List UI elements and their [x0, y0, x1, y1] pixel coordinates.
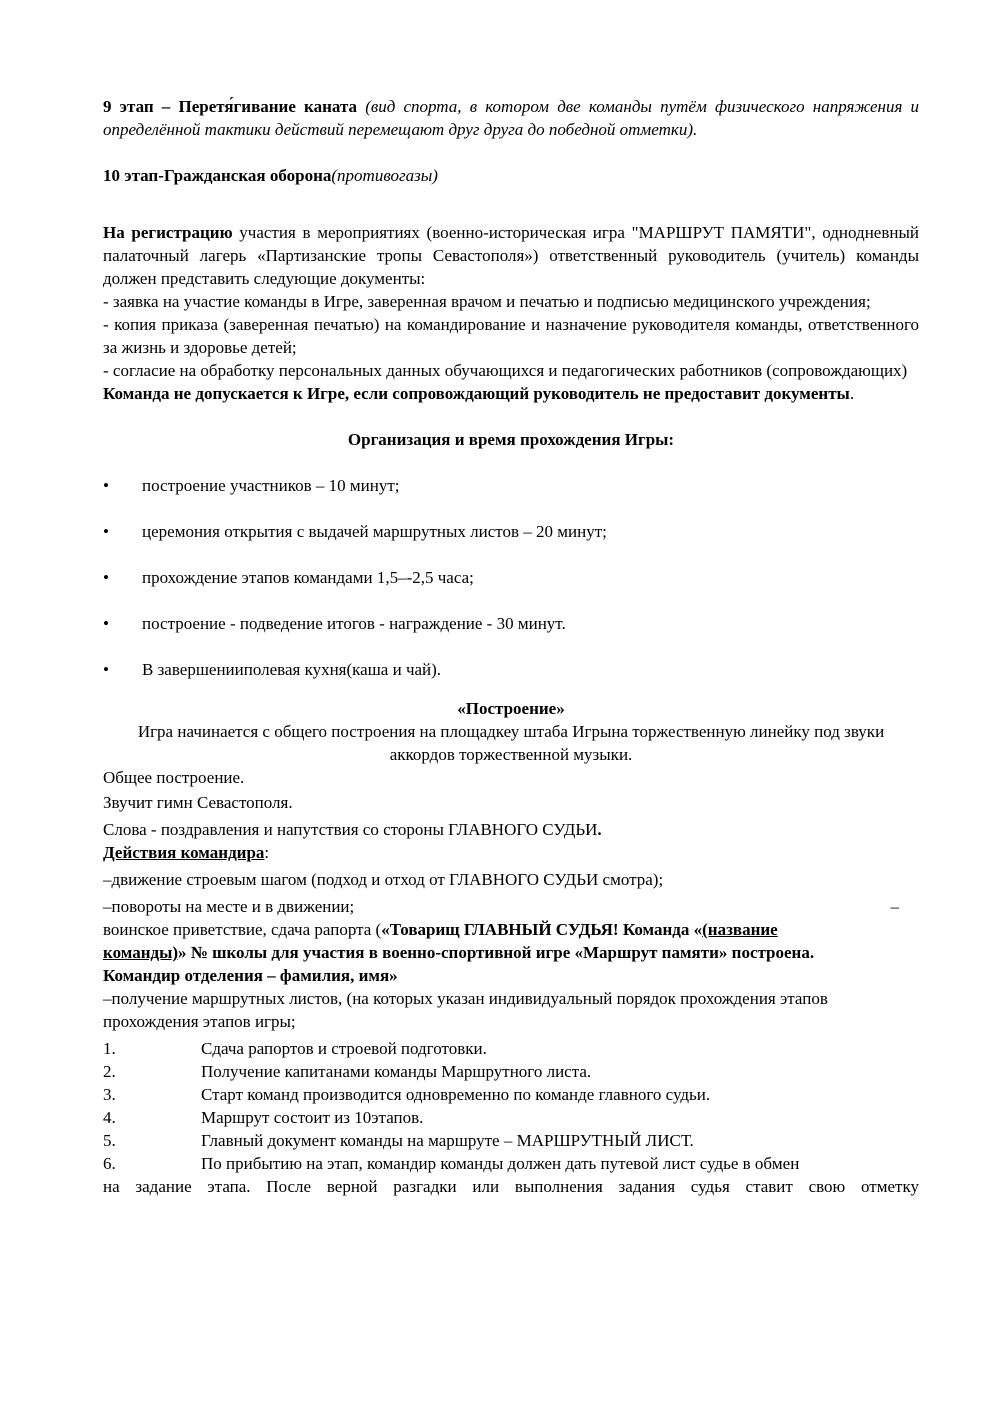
stage9-description: (вид спорта, в котором две команды путём физического напряжения и определённой тактики действий перемещают друг друга до победной отметки). [103, 97, 920, 139]
stage9-paragraph [103, 95, 919, 141]
step-text: Получение капитанами команды Маршрутного листа. [201, 1062, 592, 1081]
step-item [103, 1152, 919, 1175]
step-item [103, 1037, 919, 1060]
step-6-continuation: на задание этапа. После верной разгадки или выполнения задания судья ставит свою отметку [103, 1177, 919, 1196]
registration-lead: На регистрацию [103, 223, 233, 242]
commander-action-3-team-name: (название команды) [103, 920, 778, 962]
commander-action-3-bold-1: «Товарищ ГЛАВНЫЙ СУДЬЯ! Команда « [381, 920, 703, 939]
commander-action-3 [103, 918, 843, 987]
organization-item-text: В завершенииполевая кухня(каша и чай). [142, 660, 442, 679]
organization-item-text: церемония открытия с выдачей маршрутных листов – 20 минут; [142, 522, 607, 541]
commander-action-3-text: воинское приветствие, сдача рапорта ( [103, 920, 382, 939]
organization-item [103, 520, 919, 543]
stage10-label: 10 этап-Гражданская оборона [103, 166, 332, 185]
commander-action-2-text: –повороты на месте и в движении; [103, 897, 355, 916]
step-text: Старт команд производится одновременно по команде главного судьи. [201, 1085, 711, 1104]
step-item [103, 1083, 919, 1106]
step-text: По прибытию на этап, командир команды должен дать путевой лист судье в обмен [201, 1154, 800, 1173]
commander-action-1: –движение строевым шагом (подход и отход от ГЛАВНОГО СУДЬИ смотра); [103, 870, 664, 889]
step-number: 6. [103, 1154, 116, 1173]
bullet-icon: • [103, 660, 109, 679]
step-number: 5. [103, 1131, 116, 1150]
registration-warning-end: . [849, 384, 855, 403]
organization-heading-text: Организация и время прохождения Игры: [347, 430, 675, 449]
step-text: Маршрут состоит из 10этапов. [201, 1108, 424, 1127]
stage10-paragraph [103, 164, 919, 187]
organization-item-text: построение - подведение итогов - награждение - 30 минут. [142, 614, 566, 633]
step-number: 4. [103, 1108, 116, 1127]
commander-actions-colon: : [264, 843, 270, 862]
organization-item [103, 474, 919, 497]
commander-action-3-bold-2: » № школы для участия в военно-спортивной игре «Маршрут памяти» построена. Командир отделения – фамилия, имя» [103, 943, 815, 985]
bullet-icon: • [103, 568, 109, 587]
commander-actions-heading [103, 841, 919, 864]
formation-line-3-end: . [597, 820, 602, 839]
organization-heading [103, 428, 919, 451]
registration-item-1: - заявка на участие команды в Игре, заверенная врачом и печатью и подписью медицинского учреждения; [103, 292, 871, 311]
registration-warning [103, 382, 919, 405]
commander-actions-title: Действия командира [103, 843, 265, 862]
registration-paragraph [103, 221, 919, 290]
registration-item-3: - согласие на обработку персональных данных обучающихся и педагогических работников (сопровождающих) [103, 361, 908, 380]
formation-heading-text: «Построение» [457, 699, 565, 718]
step-item [103, 1060, 919, 1083]
stage9-dash: – [153, 97, 179, 116]
formation-intro: Игра начинается с общего построения на площадкеу штаба Игрына торжественную линейку под звуки аккордов торжественной музыки. [137, 722, 885, 764]
bullet-icon: • [103, 522, 109, 541]
organization-item [103, 566, 919, 589]
bullet-icon: • [103, 476, 109, 495]
commander-action-4: –получение маршрутных листов, (на которых указан индивидуальный порядок прохождения этапов прохождения этапов игры; [103, 989, 828, 1031]
registration-text: участия в мероприятиях (военно-историческая игра "МАРШРУТ ПАМЯТИ", однодневный палаточный лагерь «Партизанские тропы Севастополя») ответственный руководитель (учитель) команды должен представить следующие документы: [103, 223, 919, 288]
step-item [103, 1106, 919, 1129]
step-number: 2. [103, 1062, 116, 1081]
step-number: 1. [103, 1039, 116, 1058]
organization-item [103, 612, 919, 635]
organization-item-text: прохождение этапов командами 1,5–-2,5 часа; [142, 568, 474, 587]
organization-item [103, 658, 919, 681]
step-text: Главный документ команды на маршруте – МАРШРУТНЫЙ ЛИСТ. [201, 1131, 694, 1150]
formation-heading [103, 697, 919, 720]
stage9-label: 9 этап [103, 97, 154, 116]
stage9-title: Перетя́гивание каната [178, 97, 358, 116]
step-item [103, 1129, 919, 1152]
bullet-icon: • [103, 614, 109, 633]
commander-action-2-dash: – [890, 897, 899, 916]
registration-warning-text: Команда не допускается к Игре, если сопровождающий руководитель не предоставит документы [103, 384, 850, 403]
formation-line-3-text: Слова - поздравления и напутствия со стороны ГЛАВНОГО СУДЬИ [103, 820, 598, 839]
registration-item-2: - копия приказа (заверенная печатью) на командирование и назначение руководителя команды, ответственного за жизнь и здоровье детей; [103, 315, 919, 357]
stage10-description: (противогазы) [331, 166, 438, 185]
step-number: 3. [103, 1085, 116, 1104]
organization-item-text: построение участников – 10 минут; [142, 476, 400, 495]
formation-line-1: Общее построение. [103, 768, 245, 787]
formation-line-3 [103, 818, 919, 841]
document-page [103, 95, 919, 1198]
formation-line-2: Звучит гимн Севастополя. [103, 793, 293, 812]
step-text: Сдача рапортов и строевой подготовки. [201, 1039, 487, 1058]
commander-action-2 [103, 895, 919, 918]
